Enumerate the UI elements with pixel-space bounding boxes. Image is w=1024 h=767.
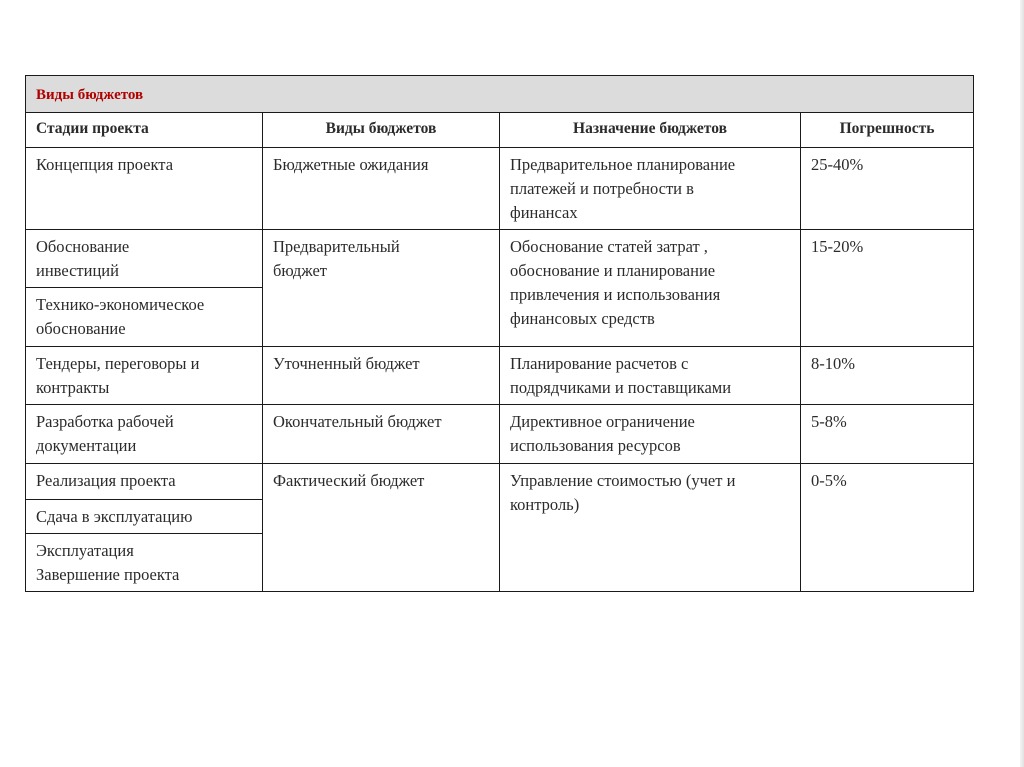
- cell-purpose: Планирование расчетов с подрядчиками и поставщиками: [500, 347, 801, 405]
- table-row: [26, 405, 974, 464]
- cell-budget-type: Предварительный бюджет: [263, 230, 500, 347]
- cell-budget-type: Бюджетные ожидания: [263, 148, 500, 230]
- header-stage: Стадии проекта: [26, 113, 263, 148]
- cell-error: 0-5%: [801, 464, 974, 592]
- cell-budget-type: Фактический бюджет: [263, 464, 500, 592]
- cell-stage: Концепция проекта: [26, 148, 263, 230]
- cell-purpose: Управление стоимостью (учет и контроль): [500, 464, 801, 592]
- table-row: [26, 230, 974, 288]
- cell-error: 5-8%: [801, 405, 974, 464]
- table-title: Виды бюджетов: [26, 76, 974, 113]
- table-row: [26, 464, 974, 500]
- slide-edge-shadow: [1020, 0, 1024, 767]
- cell-error: 15-20%: [801, 230, 974, 347]
- header-budget-type: Виды бюджетов: [263, 113, 500, 148]
- header-purpose: Назначение бюджетов: [500, 113, 801, 148]
- cell-stage: Разработка рабочей документации: [26, 405, 263, 464]
- cell-budget-type: Уточненный бюджет: [263, 347, 500, 405]
- cell-stage: Сдача в эксплуатацию: [26, 500, 263, 534]
- cell-stage: Тендеры, переговоры и контракты: [26, 347, 263, 405]
- cell-purpose: Предварительное планирование платежей и потребности в финансах: [500, 148, 801, 230]
- cell-stage: Реализация проекта: [26, 464, 263, 500]
- table-title-row: [26, 76, 974, 113]
- cell-stage: Технико-экономическое обоснование: [26, 288, 263, 347]
- budget-types-table: [25, 75, 974, 592]
- table-row: [26, 347, 974, 405]
- cell-purpose: Директивное ограничение использования ресурсов: [500, 405, 801, 464]
- table-row: [26, 148, 974, 230]
- cell-error: 8-10%: [801, 347, 974, 405]
- header-error: Погрешность: [801, 113, 974, 148]
- cell-stage: Обоснование инвестиций: [26, 230, 263, 288]
- table-header-row: [26, 113, 974, 148]
- cell-budget-type: Окончательный бюджет: [263, 405, 500, 464]
- cell-error: 25-40%: [801, 148, 974, 230]
- cell-purpose: Обоснование статей затрат , обоснование и планирование привлечения и использования финансовых средств: [500, 230, 801, 347]
- cell-stage: Эксплуатация Завершение проекта: [26, 534, 263, 592]
